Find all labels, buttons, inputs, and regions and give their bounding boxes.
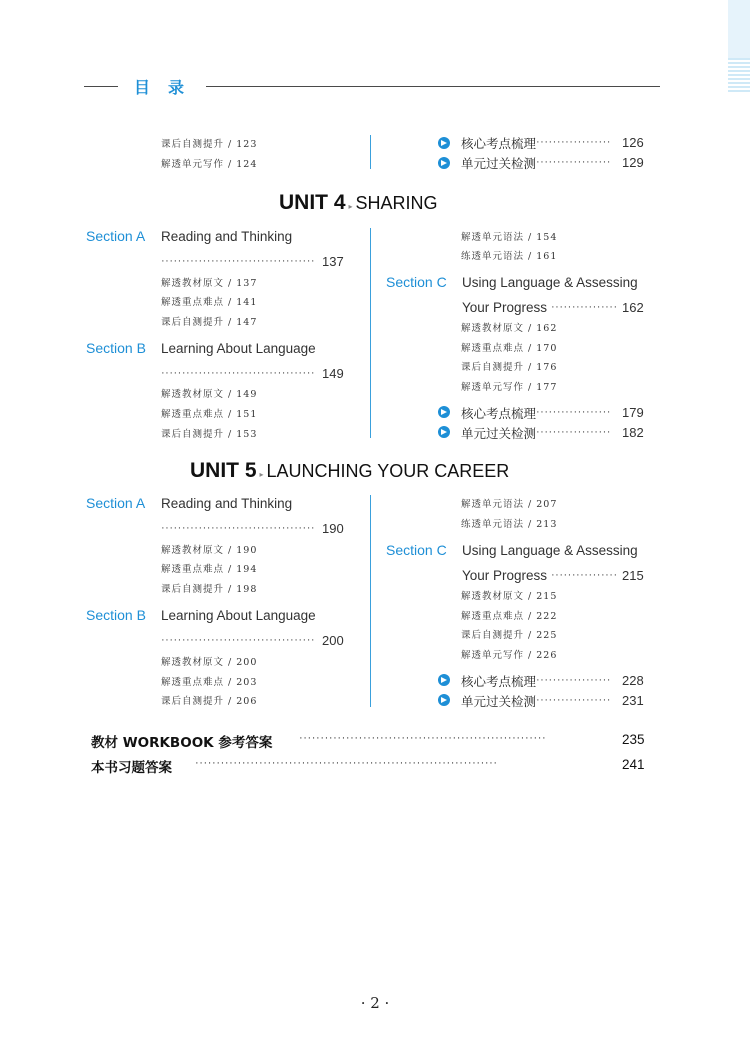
toc-page-number: 231 <box>622 693 644 708</box>
toc-subitem[interactable]: 解透教材原文 / 190 <box>161 545 258 556</box>
leader-dots: ······································································· <box>195 757 498 769</box>
toc-subitem[interactable]: 解透重点难点 / 222 <box>461 611 558 622</box>
arrow-bullet-icon <box>438 426 450 438</box>
leader-dots: ················ <box>551 569 618 581</box>
toc-subitem[interactable]: 解透重点难点 / 203 <box>161 677 258 688</box>
leader-dots: ················ <box>551 301 618 313</box>
toc-page-number: 126 <box>622 135 644 150</box>
toc-core-label[interactable]: 核心考点梳理 <box>461 136 537 151</box>
toc-page-number: 182 <box>622 425 644 440</box>
leader-dots: ·················· <box>536 156 611 168</box>
section-label[interactable]: Section B <box>86 340 146 356</box>
unit-heading[interactable] <box>190 459 509 483</box>
header-rule-right <box>206 86 660 87</box>
page-title: 目 录 <box>134 78 186 97</box>
section-label[interactable]: Section A <box>86 228 146 244</box>
toc-subitem[interactable]: 课后自测提升 / 147 <box>161 317 258 328</box>
unit-title: LAUNCHING YOUR CAREER <box>266 461 510 481</box>
toc-subitem[interactable]: 课后自测提升 / 206 <box>161 696 258 707</box>
section-topic[interactable]: Learning About Language <box>161 608 316 623</box>
toc-subitem[interactable]: 课后自测提升 / 153 <box>161 429 258 440</box>
toc-subitem[interactable]: 解透重点难点 / 141 <box>161 297 258 308</box>
unit-heading[interactable] <box>279 191 438 215</box>
column-divider <box>370 495 371 707</box>
toc-page-number: 149 <box>322 366 344 381</box>
toc-subitem[interactable]: 解透单元语法 / 207 <box>461 499 558 510</box>
section-topic[interactable]: Reading and Thinking <box>161 229 293 244</box>
toc-subitem[interactable]: 解透教材原文 / 137 <box>161 278 258 289</box>
leader-dots: ·················· <box>536 426 611 438</box>
header-rule-left <box>84 86 118 87</box>
leader-dots: ····································· <box>161 255 316 267</box>
section-topic[interactable]: Reading and Thinking <box>161 496 293 511</box>
toc-core-label[interactable]: 单元过关检测 <box>461 426 537 441</box>
page-number: · 2 · <box>360 994 390 1012</box>
toc-subitem[interactable]: 解透教材原文 / 200 <box>161 657 258 668</box>
unit-title: SHARING <box>355 193 438 213</box>
leader-dots: ·························································· <box>299 732 547 744</box>
toc-subitem[interactable]: 练透单元语法 / 213 <box>461 519 558 530</box>
section-label[interactable]: Section C <box>386 542 447 558</box>
toc-subitem[interactable]: 解透单元写作 / 226 <box>461 650 558 661</box>
toc-subitem[interactable]: 解透教材原文 / 162 <box>461 323 558 334</box>
toc-subitem[interactable]: 课后自测提升 / 225 <box>461 630 558 641</box>
unit-separator: ▸ <box>348 202 353 211</box>
section-topic-cont[interactable]: Your Progress <box>462 300 548 315</box>
arrow-bullet-icon <box>438 674 450 686</box>
arrow-bullet-icon <box>438 694 450 706</box>
toc-page-number: 137 <box>322 254 344 269</box>
section-topic-cont[interactable]: Your Progress <box>462 568 548 583</box>
toc-subitem[interactable]: 解透单元语法 / 154 <box>461 232 558 243</box>
toc-core-label[interactable]: 单元过关检测 <box>461 156 537 171</box>
leader-dots: ····································· <box>161 367 316 379</box>
toc-subitem[interactable]: 解透重点难点 / 194 <box>161 564 258 575</box>
unit-separator: ▸ <box>259 470 264 479</box>
toc-page-number: 200 <box>322 633 344 648</box>
leader-dots: ·················· <box>536 694 611 706</box>
toc-subitem[interactable]: 解透教材原文 / 149 <box>161 389 258 400</box>
answer-entry-label[interactable]: 教材 WORKBOOK 参考答案 <box>91 735 273 751</box>
arrow-bullet-icon <box>438 137 450 149</box>
toc-core-label[interactable]: 单元过关检测 <box>461 694 537 709</box>
toc-subitem[interactable]: 解透重点难点 / 170 <box>461 343 558 354</box>
unit-number: UNIT 4 <box>279 191 346 214</box>
answer-entry-label[interactable]: 本书习题答案 <box>91 760 172 776</box>
toc-subitem[interactable]: 解透教材原文 / 215 <box>461 591 558 602</box>
toc-page-number: 179 <box>622 405 644 420</box>
toc-subitem[interactable]: 解透单元写作 / 124 <box>161 159 258 170</box>
toc-subitem[interactable]: 课后自测提升 / 198 <box>161 584 258 595</box>
toc-subitem[interactable]: 解透重点难点 / 151 <box>161 409 258 420</box>
toc-page-number: 190 <box>322 521 344 536</box>
leader-dots: ····································· <box>161 522 316 534</box>
section-label[interactable]: Section C <box>386 274 447 290</box>
section-topic[interactable]: Using Language & Assessing <box>462 275 638 290</box>
leader-dots: ····································· <box>161 634 316 646</box>
leader-dots: ·················· <box>536 674 611 686</box>
leader-dots: ·················· <box>536 406 611 418</box>
toc-page-number: 228 <box>622 673 644 688</box>
toc-subitem[interactable]: 课后自测提升 / 176 <box>461 362 558 373</box>
column-divider <box>370 228 371 438</box>
toc-page-number: 129 <box>622 155 644 170</box>
corner-stripe <box>728 58 750 92</box>
arrow-bullet-icon <box>438 157 450 169</box>
section-label[interactable]: Section B <box>86 607 146 623</box>
toc-core-label[interactable]: 核心考点梳理 <box>461 674 537 689</box>
toc-subitem[interactable]: 练透单元语法 / 161 <box>461 251 558 262</box>
section-label[interactable]: Section A <box>86 495 146 511</box>
unit-number: UNIT 5 <box>190 459 257 482</box>
toc-core-label[interactable]: 核心考点梳理 <box>461 406 537 421</box>
toc-page-number: 241 <box>622 757 645 772</box>
arrow-bullet-icon <box>438 406 450 418</box>
toc-page-number: 235 <box>622 732 645 747</box>
section-topic[interactable]: Learning About Language <box>161 341 316 356</box>
toc-subitem[interactable]: 课后自测提升 / 123 <box>161 139 258 150</box>
toc-page-number: 215 <box>622 568 644 583</box>
column-divider <box>370 135 371 169</box>
toc-page-number: 162 <box>622 300 644 315</box>
leader-dots: ·················· <box>536 136 611 148</box>
toc-subitem[interactable]: 解透单元写作 / 177 <box>461 382 558 393</box>
section-topic[interactable]: Using Language & Assessing <box>462 543 638 558</box>
corner-tab <box>728 0 750 92</box>
